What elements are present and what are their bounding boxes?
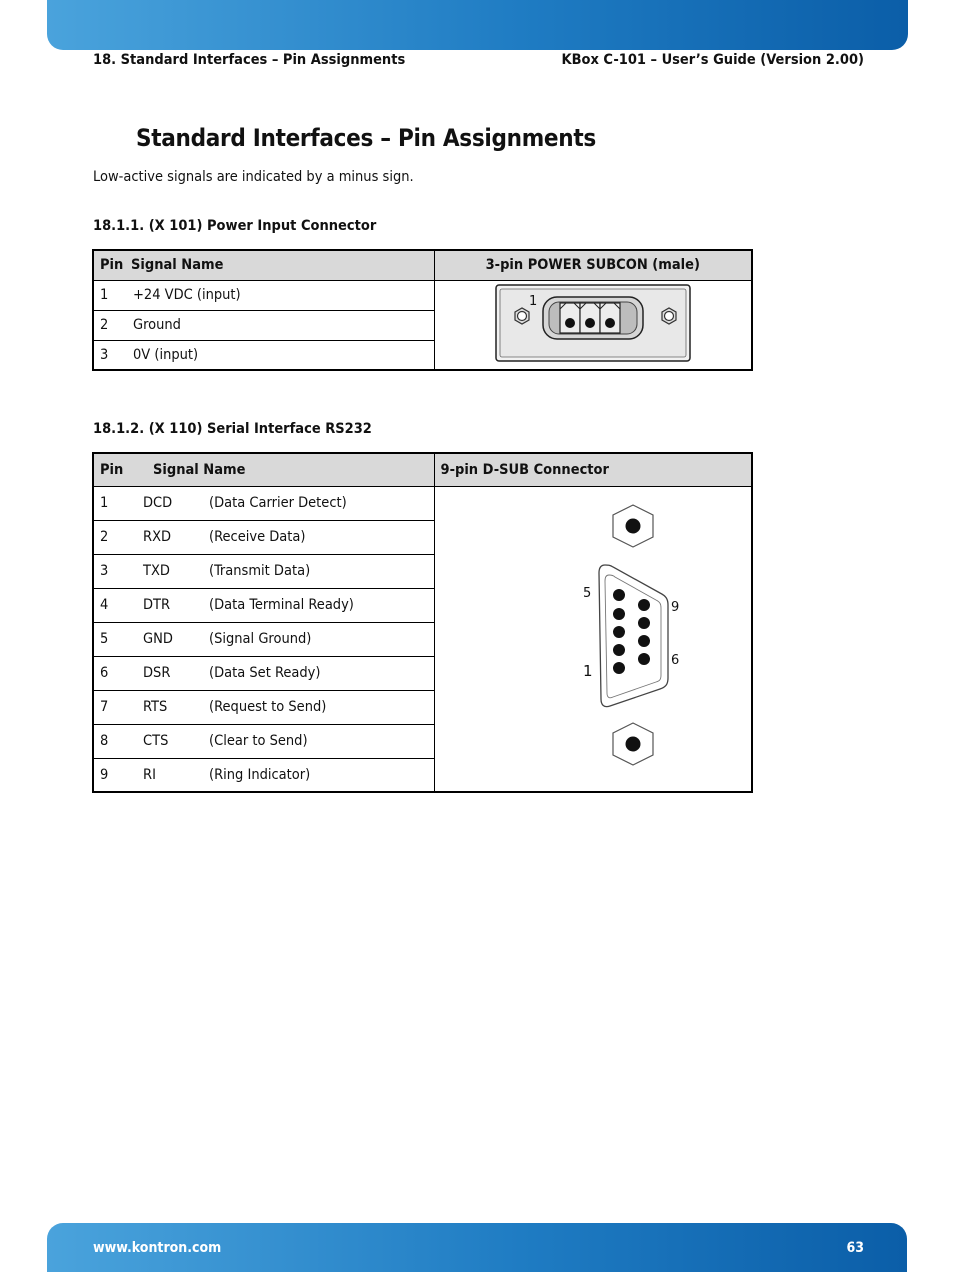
dsub-pin-7 bbox=[638, 635, 650, 647]
pin-number: 1 bbox=[93, 486, 139, 520]
dsub-pin-4 bbox=[613, 608, 625, 620]
signal-abbreviation: RI bbox=[139, 758, 207, 792]
signal-abbreviation: RXD bbox=[139, 520, 207, 554]
signal-name: 0V (input) bbox=[127, 340, 434, 370]
pin-3-dot bbox=[605, 318, 615, 328]
column-header-pin: Pin bbox=[93, 453, 139, 486]
diagram-label-6: 6 bbox=[670, 652, 680, 668]
serial-interface-table bbox=[92, 452, 753, 793]
signal-abbreviation: DSR bbox=[139, 656, 207, 690]
pin-number: 3 bbox=[93, 340, 127, 370]
signal-description: (Data Carrier Detect) bbox=[207, 486, 434, 520]
dsub-pin-9 bbox=[638, 599, 650, 611]
power-connector-heading: 18.1.1. (X 101) Power Input Connector bbox=[93, 218, 377, 234]
signal-abbreviation: GND bbox=[139, 622, 207, 656]
footer-band bbox=[47, 1223, 907, 1272]
dsub9-connector-icon bbox=[493, 489, 693, 785]
pin-2-dot bbox=[585, 318, 595, 328]
signal-description: (Data Terminal Ready) bbox=[207, 588, 434, 622]
signal-abbreviation: CTS bbox=[139, 724, 207, 758]
table-row bbox=[93, 280, 752, 310]
dsub-pin-8 bbox=[638, 617, 650, 629]
pin-number: 2 bbox=[93, 310, 127, 340]
column-header-pin: Pin bbox=[93, 250, 127, 280]
diagram-label-5: 5 bbox=[582, 585, 592, 601]
signal-description: (Ring Indicator) bbox=[207, 758, 434, 792]
signal-description: (Receive Data) bbox=[207, 520, 434, 554]
power-subcon-connector-icon bbox=[493, 281, 693, 365]
signal-description: (Transmit Data) bbox=[207, 554, 434, 588]
power-connector-table bbox=[92, 249, 753, 371]
diagram-label-1: 1 bbox=[582, 661, 593, 680]
chapter-header: 18. Standard Interfaces – Pin Assignments bbox=[93, 52, 406, 68]
dsub-connector-diagram-cell bbox=[434, 486, 752, 792]
pin-number: 9 bbox=[93, 758, 139, 792]
column-header-signal: Signal Name bbox=[139, 453, 434, 486]
signal-name: Ground bbox=[127, 310, 434, 340]
pin-number: 3 bbox=[93, 554, 139, 588]
signal-description: (Signal Ground) bbox=[207, 622, 434, 656]
dsub-pin-5 bbox=[613, 589, 625, 601]
pin-number: 7 bbox=[93, 690, 139, 724]
table-header-row bbox=[93, 250, 752, 280]
signal-abbreviation: DCD bbox=[139, 486, 207, 520]
signal-description: (Request to Send) bbox=[207, 690, 434, 724]
table-row bbox=[93, 486, 752, 520]
signal-description: (Clear to Send) bbox=[207, 724, 434, 758]
table-header-row bbox=[93, 453, 752, 486]
column-header-connector: 3-pin POWER SUBCON (male) bbox=[434, 250, 752, 280]
pin-1-dot bbox=[565, 318, 575, 328]
signal-abbreviation: RTS bbox=[139, 690, 207, 724]
dsub-pin-2 bbox=[613, 644, 625, 656]
power-connector-diagram-cell bbox=[434, 280, 752, 370]
dsub-pin-6 bbox=[638, 653, 650, 665]
dsub-pin-3 bbox=[613, 626, 625, 638]
signal-name: +24 VDC (input) bbox=[127, 280, 434, 310]
serial-interface-heading: 18.1.2. (X 110) Serial Interface RS232 bbox=[93, 421, 372, 437]
page-number: 63 bbox=[846, 1240, 864, 1256]
dsub-pin-1 bbox=[613, 662, 625, 674]
document-header: KBox C-101 – User’s Guide (Version 2.00) bbox=[561, 52, 864, 68]
footer-url-link[interactable]: www.kontron.com bbox=[93, 1240, 222, 1256]
diagram-pin-label: 1 bbox=[528, 293, 538, 309]
pin-number: 2 bbox=[93, 520, 139, 554]
intro-text: Low-active signals are indicated by a minus sign. bbox=[93, 169, 414, 185]
column-header-signal: Signal Name bbox=[127, 250, 434, 280]
signal-abbreviation: TXD bbox=[139, 554, 207, 588]
signal-description: (Data Set Ready) bbox=[207, 656, 434, 690]
pin-number: 1 bbox=[93, 280, 127, 310]
header-band bbox=[47, 0, 908, 50]
pin-number: 5 bbox=[93, 622, 139, 656]
pin-number: 4 bbox=[93, 588, 139, 622]
page-title: Standard Interfaces – Pin Assignments bbox=[136, 124, 596, 152]
diagram-label-9: 9 bbox=[670, 599, 680, 615]
signal-abbreviation: DTR bbox=[139, 588, 207, 622]
pin-number: 8 bbox=[93, 724, 139, 758]
column-header-connector: 9-pin D-SUB Connector bbox=[434, 453, 752, 486]
pin-number: 6 bbox=[93, 656, 139, 690]
